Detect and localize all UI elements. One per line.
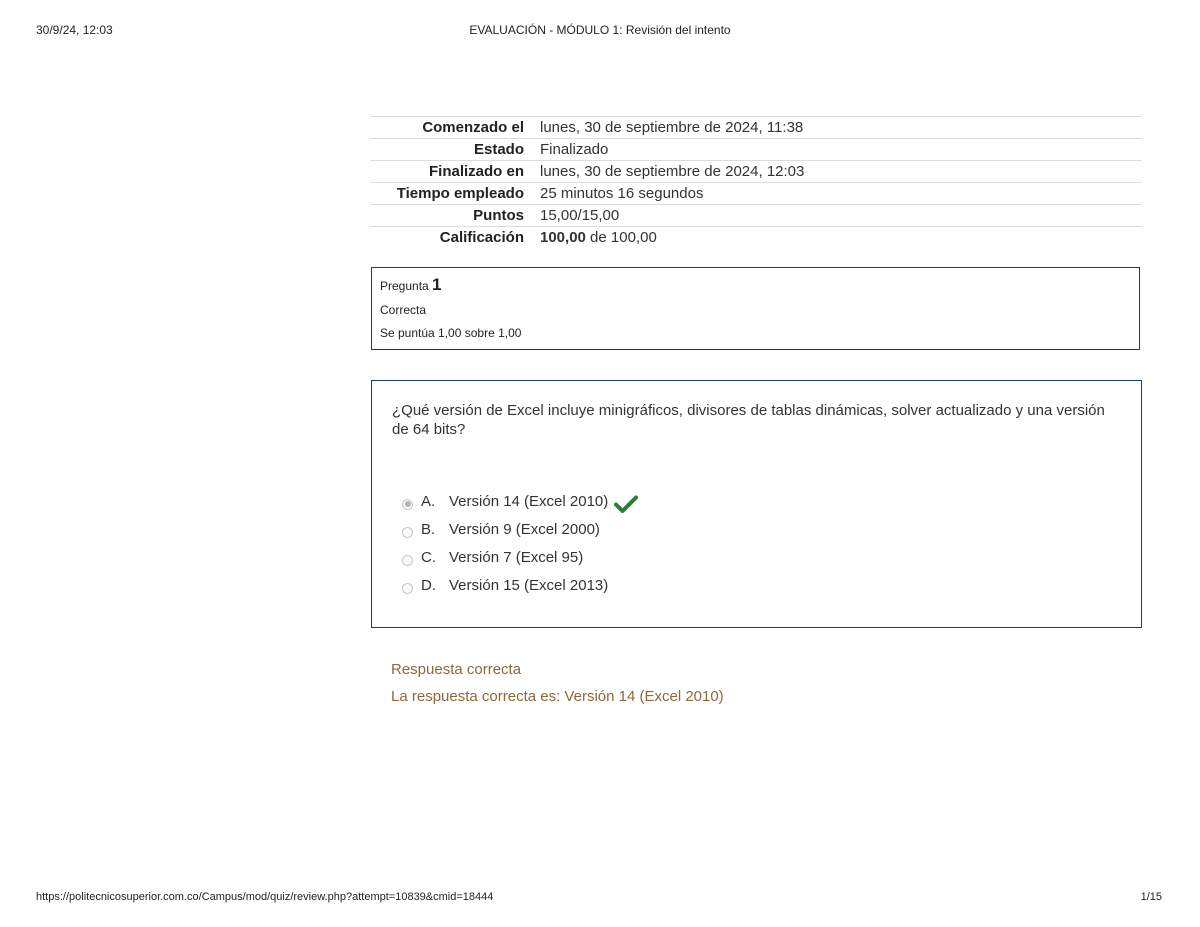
print-title: EVALUACIÓN - MÓDULO 1: Revisión del intento	[469, 23, 731, 37]
summary-label: Puntos	[473, 207, 524, 224]
feedback-box	[391, 656, 724, 710]
print-url: https://politecnicosuperior.com.co/Campus/mod/quiz/review.php?attempt=10839&cmid=18444	[36, 891, 494, 903]
summary-value: 25 minutos 16 segundos	[540, 185, 704, 202]
summary-label: Estado	[473, 141, 524, 158]
summary-label: Finalizado en	[428, 163, 524, 180]
question-grade: Se puntúa 1,00 sobre 1,00	[380, 326, 522, 340]
answer-option-c[interactable]	[402, 543, 1121, 571]
radio-selected-icon[interactable]	[402, 499, 413, 510]
answer-letter: D.	[421, 576, 436, 594]
summary-row-marks	[370, 205, 1142, 227]
question-content-box	[371, 380, 1142, 628]
summary-row-time-taken	[370, 183, 1142, 205]
summary-value: Finalizado	[540, 141, 609, 158]
question-text: ¿Qué versión de Excel incluye minigráficos, divisores de tablas dinámicas, solver actualizado y una versión de 64 bits?	[392, 402, 1105, 438]
question-number: 1	[432, 275, 442, 294]
attempt-summary-table	[370, 116, 1142, 248]
summary-row-finished	[370, 161, 1142, 183]
summary-value: 15,00/15,00	[540, 207, 620, 224]
grade-suffix: de 100,00	[585, 229, 657, 246]
summary-row-state	[370, 139, 1142, 161]
summary-row-started	[370, 117, 1142, 139]
feedback-result: Respuesta correcta	[391, 661, 522, 678]
answer-letter: A.	[421, 492, 436, 510]
radio-icon[interactable]	[402, 555, 413, 566]
question-prefix: Pregunta	[380, 279, 433, 293]
answer-option-b[interactable]	[402, 515, 1121, 543]
grade-score: 100,00	[540, 229, 586, 246]
answer-text: Versión 14 (Excel 2010)	[449, 492, 609, 510]
question-info-box	[371, 267, 1140, 350]
summary-label: Tiempo empleado	[396, 185, 524, 202]
question-state: Correcta	[380, 303, 427, 317]
summary-label: Calificación	[439, 229, 524, 246]
radio-icon[interactable]	[402, 527, 413, 538]
answer-option-d[interactable]	[402, 571, 1121, 599]
summary-value	[532, 227, 1142, 249]
radio-icon[interactable]	[402, 583, 413, 594]
check-icon	[614, 494, 638, 514]
answer-list	[392, 487, 1121, 599]
print-datetime: 30/9/24, 12:03	[36, 23, 113, 37]
question-number-line	[380, 274, 1131, 297]
summary-value: lunes, 30 de septiembre de 2024, 11:38	[540, 119, 804, 136]
answer-text: Versión 7 (Excel 95)	[449, 548, 584, 566]
answer-letter: B.	[421, 520, 436, 538]
summary-value: lunes, 30 de septiembre de 2024, 12:03	[540, 163, 805, 180]
answer-letter: C.	[421, 548, 436, 566]
summary-row-grade	[370, 227, 1142, 249]
answer-text: Versión 9 (Excel 2000)	[449, 520, 600, 538]
feedback-correct-answer: La respuesta correcta es: Versión 14 (Excel 2010)	[391, 688, 724, 705]
answer-text: Versión 15 (Excel 2013)	[449, 576, 609, 594]
summary-label: Comenzado el	[422, 119, 524, 136]
print-page-number: 1/15	[1140, 891, 1162, 903]
answer-option-a[interactable]	[402, 487, 1121, 515]
